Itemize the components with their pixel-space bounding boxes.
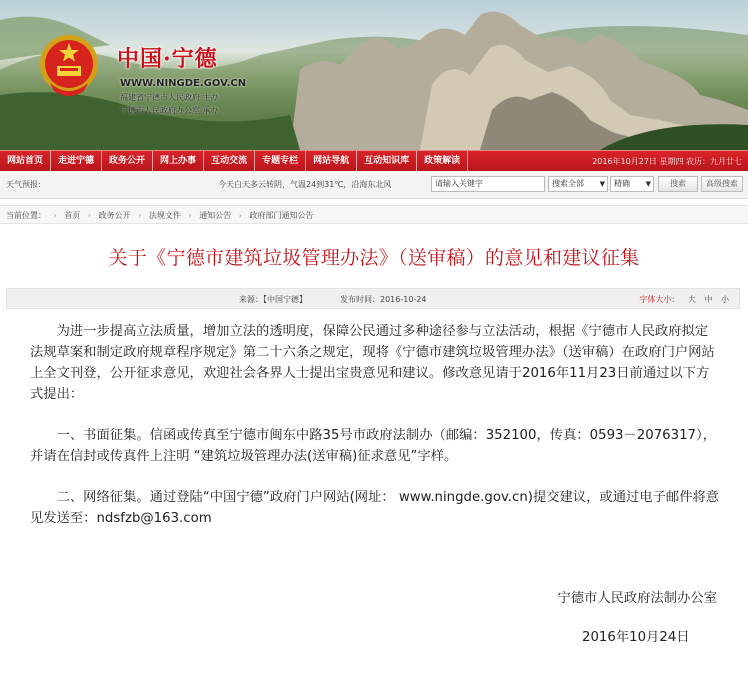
breadcrumb-separator: › (138, 211, 142, 220)
breadcrumb-item-gov-affairs[interactable]: 政务公开 (98, 211, 131, 220)
advanced-search-button[interactable]: 高级搜索 (701, 176, 743, 192)
search-button[interactable]: 搜索 (658, 176, 698, 192)
site-org-line: 宁德市人民政府办公室 承办 (120, 106, 219, 115)
article-meta-bar (6, 288, 740, 309)
nav-item-online-services[interactable]: 网上办事 (153, 151, 204, 172)
article-source: 来源：【中国宁德】 (239, 295, 307, 304)
header-banner (0, 0, 748, 150)
breadcrumb-separator: › (238, 211, 242, 220)
breadcrumb-separator: › (87, 211, 92, 220)
nav-item-policy[interactable]: 政策解读 (417, 151, 468, 172)
main-nav (0, 150, 748, 171)
nav-item-interaction[interactable]: 互动交流 (204, 151, 255, 172)
article-body (30, 321, 720, 549)
nav-item-gov-affairs[interactable]: 政务公开 (102, 151, 153, 172)
nav-item-knowledge-base[interactable]: 互动知识库 (357, 151, 417, 172)
breadcrumb-item-home[interactable]: 首页 (64, 211, 81, 220)
nav-item-site-guide[interactable]: 网站导航 (306, 151, 357, 172)
article-paragraph: 一、书面征集。信函或传真至宁德市闽东中路35号市政府法制办（邮编：352100，传真：0593－2076317），并请在信封或传真件上注明 “建筑垃圾管理办法(送审稿)征求意见”字样。 (30, 428, 716, 464)
font-size-medium[interactable]: 中 (704, 295, 713, 304)
search-scope-select[interactable] (548, 176, 608, 192)
match-mode-select[interactable] (610, 176, 654, 192)
article-signature: 宁德市人民政府法制办公室 (557, 591, 717, 606)
article-sign-date: 2016年10月24日 (582, 630, 690, 645)
article-paragraph: 为进一步提高立法质量，增加立法的透明度，保障公民通过多种途径参与立法活动，根据《宁德市人民政府拟定法规草案和制定政府规章程序规定》第二十六条之规定，现将《宁德市建筑垃圾管理办法》（送审稿）在政府门户网站上全文刊登，公开征求意见，欢迎社会各界人士提出宝贵意见和建议。修改意见请于2016年11月23日前通过以下方式提出： (30, 324, 715, 402)
breadcrumb-item-notices[interactable]: 通知公告 (199, 211, 232, 220)
mountain-landscape (0, 0, 748, 150)
article-paragraph: 二、网络征集。通过登陆“中国宁德”政府门户网站(网址： www.ningde.gov.cn)提交建议，或通过电子邮件将意见发送至：ndsfzb@163.com (30, 490, 720, 526)
search-scope-value: 搜索全部 (552, 179, 584, 188)
breadcrumb-item-regulations[interactable]: 法规文件 (148, 211, 181, 220)
breadcrumb-separator: › (53, 211, 57, 220)
chevron-down-icon: ▼ (599, 180, 605, 188)
breadcrumb-separator: › (188, 211, 192, 220)
weather-ticker: 今天白天多云转阴，气温24到31℃，沿海东北风 (218, 180, 392, 189)
search-input[interactable]: 请输入关键字 (431, 176, 545, 192)
breadcrumb-label: 当前位置： (6, 211, 46, 220)
breadcrumb (0, 205, 748, 224)
breadcrumb-item-dept-notices[interactable]: 政府部门通知公告 (249, 211, 314, 220)
article-date: 发布时间：2016-10-24 (340, 295, 427, 304)
nav-item-topics[interactable]: 专题专栏 (255, 151, 306, 172)
font-size-large[interactable]: 大 (687, 295, 696, 304)
site-host-line: 福建省宁德市人民政府 主办 (120, 93, 219, 102)
font-size-small[interactable]: 小 (721, 295, 729, 304)
match-mode-value: 精确 (614, 179, 630, 188)
font-size-control (639, 294, 729, 305)
article-title: 关于《宁德市建筑垃圾管理办法》（送审稿）的意见和建议征集 (108, 247, 640, 269)
font-size-label: 字体大小： (639, 295, 680, 304)
chevron-down-icon: ▼ (645, 180, 651, 188)
weather-label: 天气预报: (6, 180, 41, 189)
site-title: 中国·宁德 (117, 46, 218, 72)
nav-date: 2016年10月27日 星期四 农历：九月廿七 (592, 157, 742, 166)
national-emblem-icon (38, 33, 100, 99)
toolbar (0, 171, 748, 199)
site-url: WWW.NINGDE.GOV.CN (120, 78, 247, 89)
nav-item-about[interactable]: 走进宁德 (51, 151, 102, 172)
nav-item-home[interactable]: 网站首页 (0, 151, 51, 172)
